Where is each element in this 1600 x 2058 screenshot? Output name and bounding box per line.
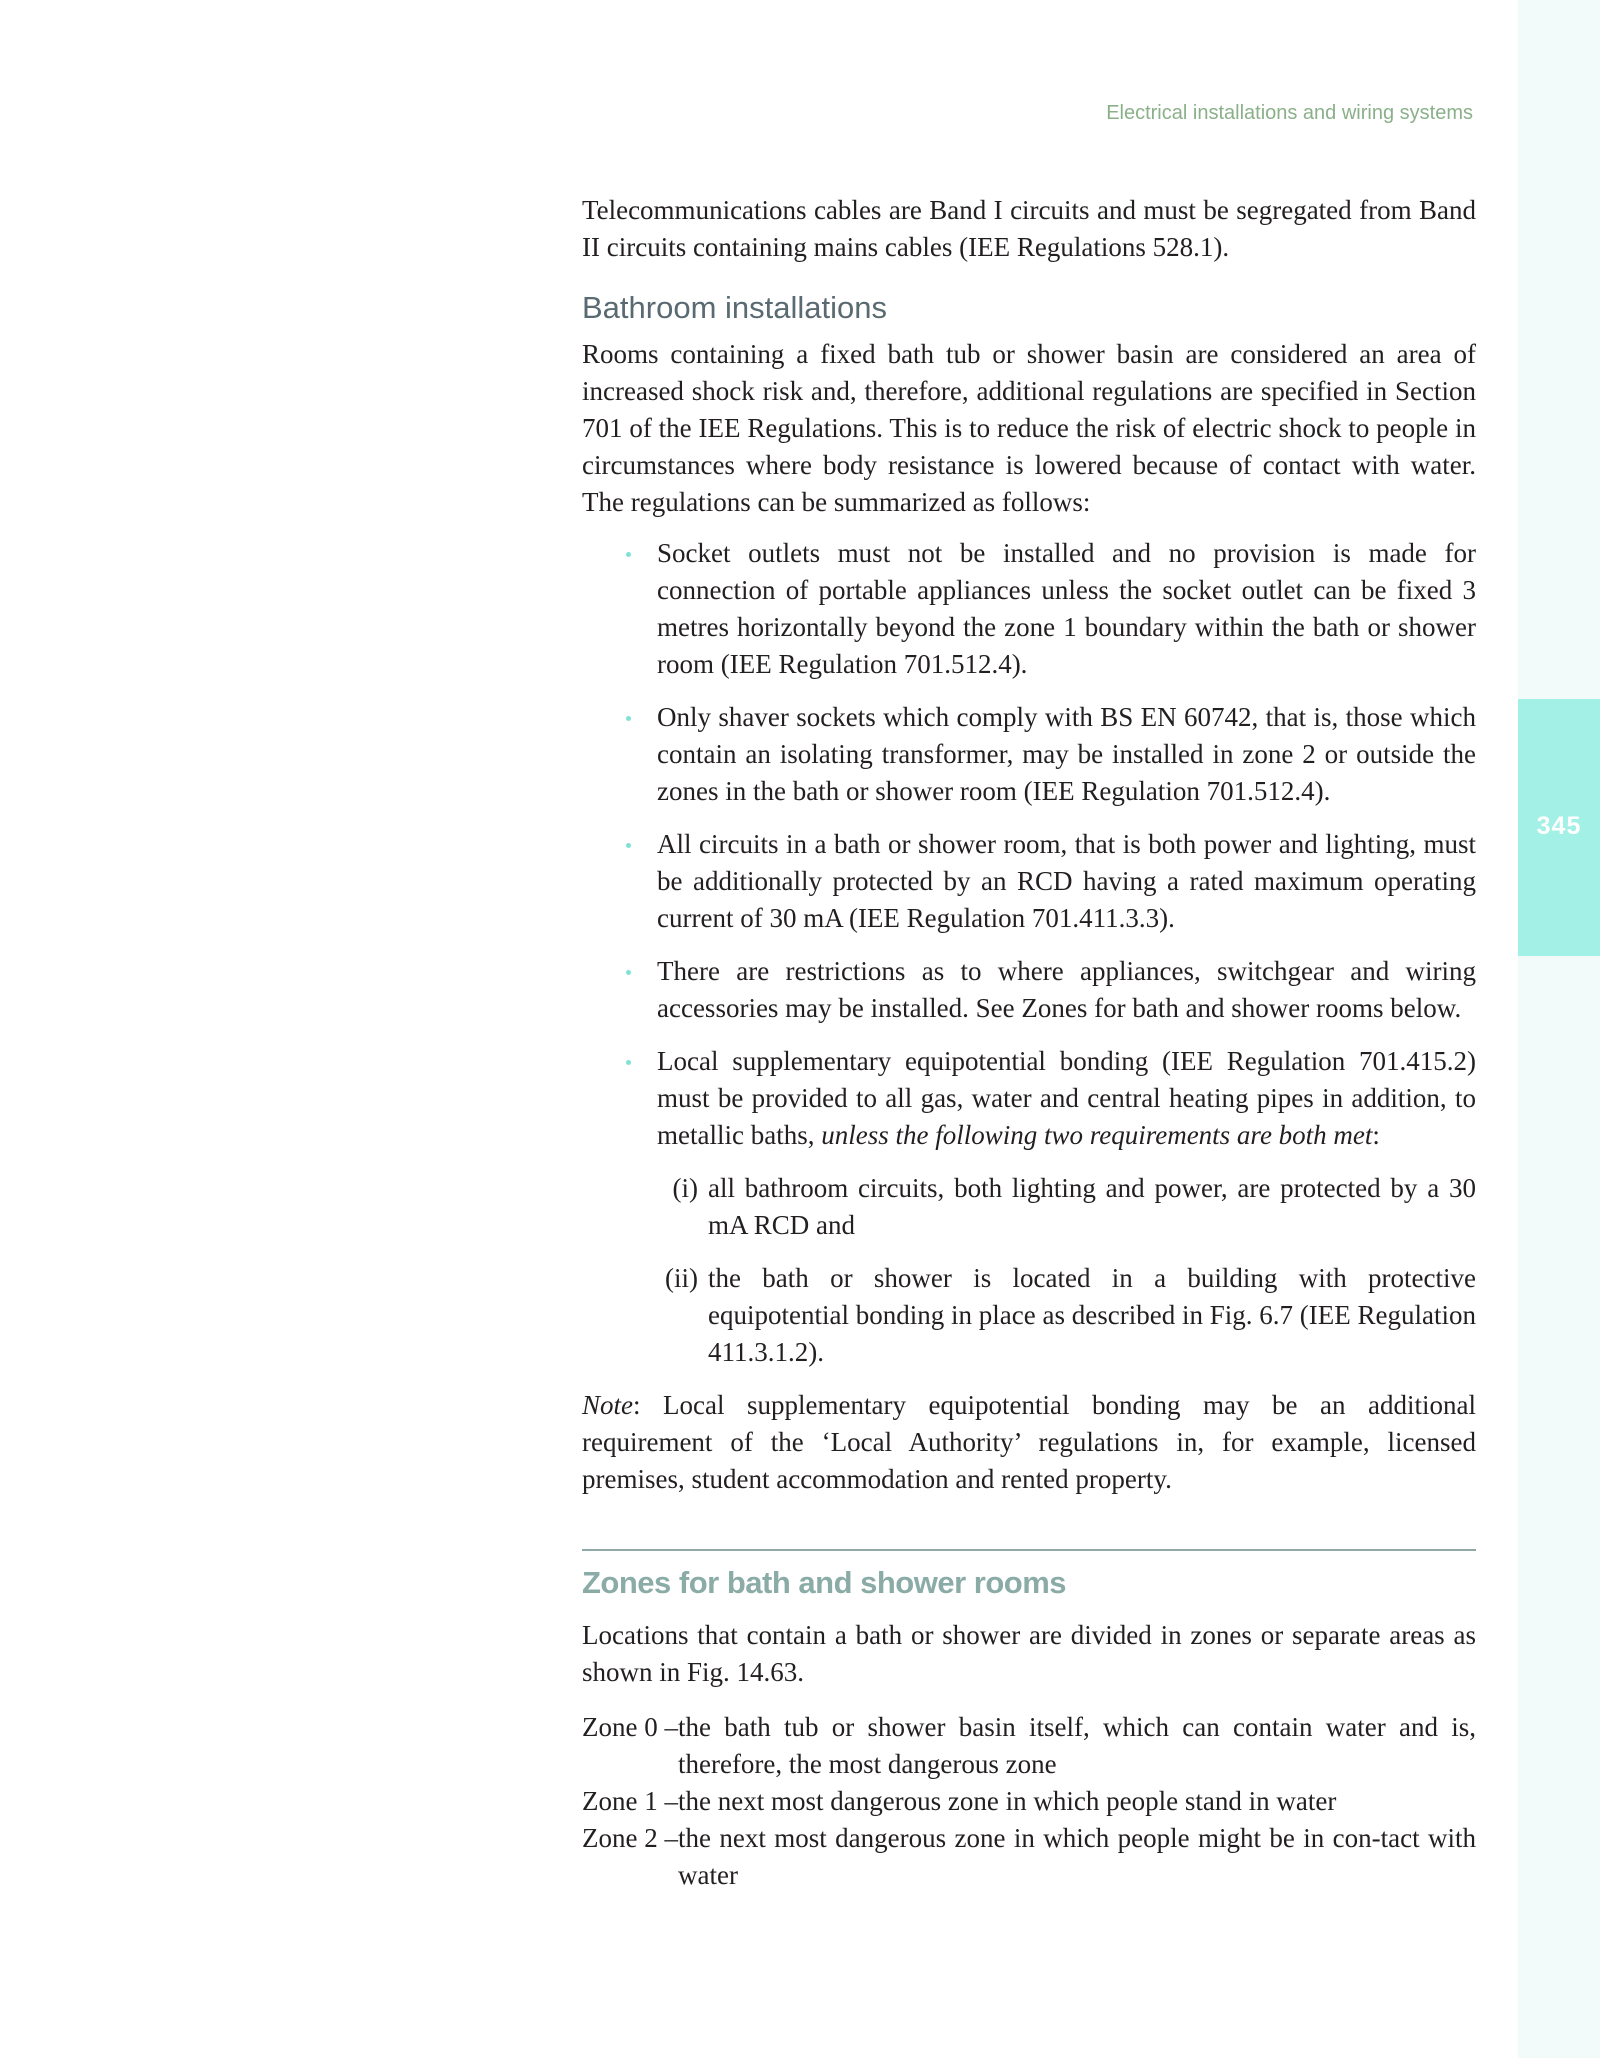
list-item-text: There are restrictions as to where appliances, switchgear and wiring accessories may be installed. See Zones for bath and shower rooms below. [657, 956, 1476, 1023]
sublist-item [582, 1260, 1476, 1371]
list-item-text: Only shaver sockets which comply with BS EN 60742, that is, those which contain an isolating transformer, may be installed in zone 2 or outside the zones in the bath or shower room (IEE Regulation 701.512.4). [657, 702, 1476, 806]
running-head: Electrical installations and wiring systems [1106, 102, 1473, 124]
zone-list [582, 1709, 1476, 1894]
list-item-text: Local supplementary equipotential bonding (IEE Regulation 701.415.2) must be provided to all gas, water and central heating pipes in addition, to metallic baths, [657, 1046, 1476, 1150]
list-item-text: Socket outlets must not be installed and no provision is made for connection of portable appliances unless the socket outlet can be fixed 3 metres horizontally beyond the zone 1 boundary within the bath or shower room (IEE Regulation 701.512.4). [657, 538, 1476, 679]
zone-item [582, 1783, 1476, 1820]
requirements-sublist [582, 1170, 1476, 1371]
note-paragraph [582, 1387, 1476, 1498]
zones-heading: Zones for bath and shower rooms [582, 1565, 1066, 1600]
sublist-text: all bathroom circuits, both lighting and power, are protected by a 30 mA RCD and [708, 1173, 1476, 1240]
bathroom-paragraph: Rooms containing a fixed bath tub or shower basin are considered an area of increased shock risk and, therefore, additional regulations are specified in Section 701 of the IEE Regulations. This is to reduce the risk of electric shock to people in circumstances where body resistance is lowered because of contact with water. The regulations can be summarized as follows: [582, 339, 1476, 517]
zone-item [582, 1820, 1476, 1894]
list-item [582, 826, 1476, 937]
zone-label: Zone 1 – [582, 1786, 678, 1816]
main-content [582, 192, 1476, 1894]
list-item-suffix: : [1372, 1120, 1380, 1150]
regulations-list [582, 535, 1476, 1154]
note-label: Note [582, 1390, 633, 1420]
bullet-icon [626, 843, 631, 848]
bullet-icon [626, 970, 631, 975]
zone-description: the next most dangerous zone in which people might be in con-tact with water [677, 1823, 1476, 1890]
sublist-number: (i) [672, 1173, 698, 1203]
sublist-item [582, 1170, 1476, 1244]
bullet-icon [626, 552, 631, 557]
list-item [582, 535, 1476, 683]
zone-label: Zone 0 – [582, 1712, 678, 1742]
zones-paragraph: Locations that contain a bath or shower are divided in zones or separate areas as shown in Fig. 14.63. [582, 1620, 1476, 1687]
zone-label: Zone 2 – [582, 1823, 678, 1853]
intro-paragraph: Telecommunications cables are Band I circuits and must be segregated from Band II circuits containing mains cables (IEE Regulations 528.1). [582, 195, 1476, 262]
bathroom-heading: Bathroom installations [582, 290, 887, 325]
zone-description: the next most dangerous zone in which people stand in water [677, 1786, 1337, 1816]
zone-item [582, 1709, 1476, 1783]
emphasis-text: unless the following two requirements are both met [821, 1120, 1373, 1150]
list-item [582, 953, 1476, 1027]
page-edge-strip [1518, 0, 1600, 2058]
bullet-icon [626, 1060, 631, 1065]
bullet-icon [626, 716, 631, 721]
list-item-text: All circuits in a bath or shower room, that is both power and lighting, must be additionally protected by an RCD having a rated maximum operating current of 30 mA (IEE Regulation 701.411.3.3). [657, 829, 1476, 933]
sublist-text: the bath or shower is located in a building with protective equipotential bonding in place as described in Fig. 6.7 (IEE Regulation 411.3.1.2). [708, 1263, 1476, 1367]
note-text: : Local supplementary equipotential bonding may be an additional requirement of the ‘Local Authority’ regulations in, for example, licensed premises, student accommodation and rented property. [582, 1390, 1476, 1494]
section-divider [582, 1549, 1476, 1551]
list-item [582, 1043, 1476, 1154]
page-number: 345 [1536, 812, 1582, 840]
sublist-number: (ii) [665, 1263, 698, 1293]
list-item [582, 699, 1476, 810]
zone-description: the bath tub or shower basin itself, which can contain water and is, therefore, the most dangerous zone [677, 1712, 1476, 1779]
